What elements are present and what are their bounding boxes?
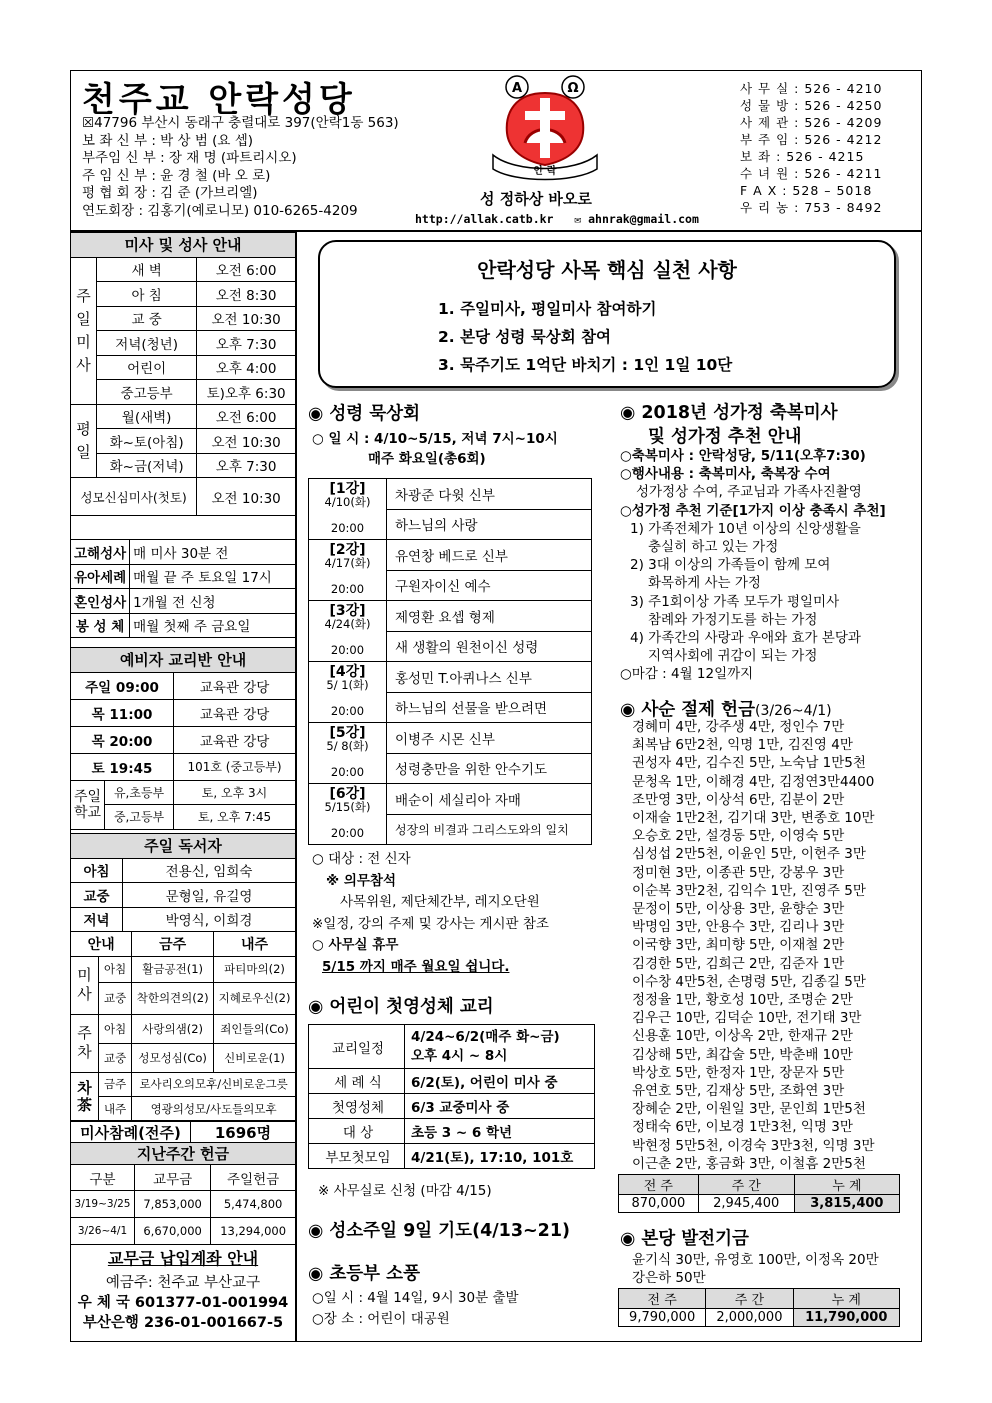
cell: 아침 (99, 956, 132, 983)
header-info (82, 115, 399, 220)
lent-donor-line: 이수창 4만5천, 손명령 5만, 김종길 5만 (632, 973, 866, 990)
phone: 성 물 방 : 526 - 4250 (740, 98, 883, 113)
lent-donor-line: 이근춘 2만, 홍금화 3만, 이철흠 2만5천 (632, 1155, 866, 1172)
family-line: ○성가정 추천 기준[1가지 이상 충족시 추천] (620, 502, 886, 519)
cell: 아침 (71, 858, 123, 883)
duty-tea-label: 차 茶 (71, 1072, 99, 1121)
cell: 4/24~6/2(매주 화~금) 오후 4시 ~ 8시 (405, 1025, 595, 1069)
svg-text:A: A (511, 81, 523, 96)
lecture-label: [3강] 4/24(화) 20:00 (309, 601, 387, 662)
cell: 중고등부 (97, 380, 197, 405)
cell: 오전 10:30 (197, 478, 296, 516)
lent-donor-line: 박상호 5만, 한정자 1만, 장문자 5만 (632, 1064, 845, 1081)
cell: 101호 (중고등부) (174, 753, 296, 780)
family-title2: 및 성가정 추천 안내 (648, 427, 802, 447)
cell: 교무금 (135, 1165, 211, 1191)
cell: 6/2(토), 어린이 미사 중 (405, 1069, 595, 1094)
note: 5/15 까지 매주 월요일 쉽니다. (322, 958, 510, 975)
mass-title: 미사 및 성사 안내 (71, 233, 296, 258)
cell: 전 주 (619, 1289, 706, 1309)
school-label: 주일 학교 (71, 780, 105, 829)
cell: 목 20:00 (71, 726, 174, 753)
parish-logo (485, 73, 605, 183)
lecture-topic: 새 생활의 원천이신 성령 (387, 631, 592, 662)
cell: 고해성사 (71, 540, 130, 565)
lent-donor-line: 박명임 3만, 안용수 3만, 김리나 3만 (632, 919, 845, 936)
cell: 내주 (214, 932, 296, 957)
lecture-speaker: 홍성민 T.아퀴나스 신부 (387, 662, 592, 693)
cell: 주일헌금 (211, 1165, 296, 1191)
lent-donor-line: 심성섭 2만5천, 이윤인 5만, 이헌주 3만 (632, 846, 866, 863)
cell: 교 중 (97, 306, 197, 331)
cell: 오후 7:30 (197, 331, 296, 356)
cell: 유아세례 (71, 564, 130, 589)
account-line: 예금주: 천주교 부산교구 (105, 1275, 261, 1291)
offering-table (70, 1142, 296, 1245)
phone: 사 제 관 : 526 - 4209 (740, 115, 883, 130)
cell: 중,고등부 (105, 805, 174, 830)
cell: 오후 4:00 (197, 355, 296, 380)
offering-title: 지난주간 헌금 (71, 1143, 296, 1165)
vocation-heading (308, 1217, 570, 1242)
svg-text:안 락: 안 락 (533, 166, 557, 177)
family-line: ○축복미사 : 안락성당, 5/11(오후7:30) (620, 448, 866, 464)
cell: 3/26~4/1 (71, 1218, 135, 1245)
note: 사목위원, 제단체간부, 레지오단원 (340, 894, 540, 910)
cell: 영광의성모/사도들의모후 (132, 1097, 296, 1122)
lent-donor-line: 이재술 1만2천, 김기대 3만, 변종호 10만 (632, 810, 875, 827)
lent-title: 사순 절제 헌금 (641, 700, 755, 720)
picnic-heading (308, 1260, 420, 1285)
cell: 오전 10:30 (197, 306, 296, 331)
patron-saint: 성 정하상 바오로 (480, 190, 592, 208)
cell: 교중 (71, 883, 123, 908)
duty-table (70, 931, 296, 1122)
staff-line: 주 임 신 부 : 윤 경 철 (바 오 로) (82, 167, 271, 184)
catechumen-table (70, 647, 296, 830)
phone: F A X : 528 – 5018 (740, 183, 873, 198)
cell: 3,815,400 (794, 1195, 899, 1213)
cell: 파티마의(2) (214, 956, 296, 983)
lent-donor-line: 오승호 2만, 설경동 5만, 이영숙 5만 (632, 828, 845, 845)
lecture-topic: 하느님의 선물을 받으려면 (387, 692, 592, 723)
family-line: ○마감 : 4월 12일까지 (620, 666, 754, 683)
cell: 저녁(청년) (97, 331, 197, 356)
readers-title: 주일 독서자 (71, 834, 296, 859)
cell: 박영식, 이희경 (123, 907, 296, 932)
lent-donor-line: 장혜순 2만, 이원일 3만, 문인희 1만5천 (632, 1101, 866, 1118)
note: ※일정, 강의 주제 및 강사는 게시판 참조 (312, 915, 549, 932)
phone: 보 좌 : 526 - 4215 (740, 149, 865, 164)
note: ※ 의무참석 (326, 872, 396, 889)
cell: 주일 09:00 (71, 672, 174, 699)
cell: 매월 끝 주 토요일 17시 (130, 564, 296, 589)
bullet-icon: ◉ (308, 997, 330, 1017)
core-item: 2. 본당 성령 묵상회 참여 (438, 328, 612, 346)
duty-mass-label: 미 사 (71, 956, 99, 1014)
cell: 13,294,000 (211, 1218, 296, 1245)
cell: 870,000 (619, 1195, 699, 1213)
lent-donor-line: 박현정 5만5천, 이경숙 3만3천, 익명 3만 (632, 1137, 875, 1154)
cell: 6,670,000 (135, 1218, 211, 1245)
cell: 주 간 (698, 1175, 794, 1195)
cell: 금주 (132, 932, 214, 957)
account-line: 우 체 국 601377-01-001994 (77, 1295, 289, 1311)
core-practice-box (318, 240, 896, 388)
lent-donor-line: 정정율 1만, 황호성 10만, 조명순 2만 (632, 992, 853, 1009)
cell: 봉 성 체 (71, 613, 130, 638)
cell: 4/21(토), 17:10, 101호 (405, 1144, 595, 1169)
mail-icon: ✉ (560, 212, 589, 226)
cell: 저녁 (71, 907, 123, 932)
family-line: 2) 3대 이상의 가족들이 함께 모여 (630, 557, 831, 574)
communion-title: 어린이 첫영성체 교리 (329, 997, 494, 1017)
lent-donor-line: 김상해 5만, 최갑술 5만, 박춘배 10만 (632, 1046, 853, 1063)
core-item: 1. 주일미사, 평일미사 참여하기 (438, 300, 657, 318)
communion-heading (308, 993, 494, 1018)
cell: 토, 오후 3시 (174, 780, 296, 805)
lent-donor-line: 유연호 5만, 김재상 5만, 조화연 3만 (632, 1083, 845, 1100)
cell: 성모성심(Co) (132, 1043, 214, 1072)
staff-line: 보 좌 신 부 : 박 상 범 (요 셉) (82, 132, 254, 149)
contact-line (415, 212, 699, 226)
cell: 새 벽 (97, 257, 197, 282)
attendance-label: 미사참례(전주) (71, 1121, 191, 1146)
lent-donor-line: 최복남 6만2천, 익명 1만, 김진영 4만 (632, 737, 853, 754)
phone: 수 녀 원 : 526 - 4211 (740, 166, 883, 181)
account-title: 교무금 납입계좌 안내 (107, 1249, 259, 1268)
cell: 월(새벽) (97, 404, 197, 429)
lent-donor-line: 문정이 5만, 이상용 3만, 윤향순 3만 (632, 901, 845, 918)
attendance-value: 1696명 (191, 1121, 296, 1146)
family-line: 1) 가족전체가 10년 이상의 신앙생활을 (630, 520, 861, 537)
staff-line: 연도회장 : 김홍기(예로니모) 010-6265-4209 (82, 202, 358, 219)
lent-donor-line: 조만영 3만, 이상석 6만, 김분이 2만 (632, 791, 845, 808)
account-line: 부산은행 236-01-001667-5 (82, 1315, 284, 1331)
family-line: ○행사내용 : 축복미사, 축복장 수여 (620, 466, 831, 483)
website-link[interactable]: http://allak.catb.kr (415, 212, 554, 226)
email-link[interactable]: ahnrak@gmail.com (588, 212, 699, 226)
note: ○ 사무실 휴무 (312, 937, 399, 953)
cell: 세 례 식 (309, 1069, 405, 1094)
lecture-topic: 하느님의 사랑 (387, 509, 592, 540)
retreat-title: 성령 묵상회 (329, 404, 420, 424)
cell: 2,945,400 (698, 1195, 794, 1213)
lent-donor-line: 김경한 5만, 김희근 2만, 김준자 1만 (632, 955, 845, 972)
fund-heading (620, 1225, 749, 1250)
cell: 목 11:00 (71, 699, 174, 726)
cell: 토 19:45 (71, 753, 174, 780)
lent-donor-line: 이순복 3만2천, 김익수 1만, 진영주 5만 (632, 882, 866, 899)
lecture-speaker: 유연창 베드로 신부 (387, 540, 592, 571)
lent-donor-line: 이국향 3만, 최미향 5만, 이재철 2만 (632, 937, 845, 954)
cell: 9,790,000 (619, 1309, 706, 1327)
cell: 로사리오의모후/신비로운그릇 (132, 1072, 296, 1097)
account-lines (70, 1273, 296, 1333)
cell: 6/3 교중미사 중 (405, 1094, 595, 1119)
cell: 성모신심미사(첫토) (71, 478, 197, 516)
bullet-icon: ◉ (308, 404, 330, 424)
cell: 대 상 (309, 1119, 405, 1144)
lent-period: (3/26~4/1) (755, 703, 832, 719)
cell: 사랑의샘(2) (132, 1014, 214, 1043)
family-line: 지역사회에 귀감이 되는 가정 (648, 648, 818, 665)
cell: 금주 (99, 1072, 132, 1097)
cell: 유,초등부 (105, 780, 174, 805)
cell: 5,474,800 (211, 1191, 296, 1218)
lecture-label: [2강] 4/17(화) 20:00 (309, 540, 387, 601)
mass-schedule-table (70, 232, 296, 516)
parish-title: 천주교 안락성당 (82, 80, 356, 120)
cell: 구분 (71, 1165, 135, 1191)
family-line: 4) 가족간의 사랑과 우애와 효가 본당과 (630, 630, 861, 647)
communion-table (308, 1024, 595, 1169)
lecture-label: [1강] 4/10(화) 20:00 (309, 479, 387, 540)
lecture-label: [5강] 5/ 8(화) 20:00 (309, 723, 387, 784)
cell: 어린이 (97, 355, 197, 380)
cell: 7,853,000 (135, 1191, 211, 1218)
cell: 착한의견의(2) (132, 983, 214, 1014)
cell: 초등 3 ~ 6 학년 (405, 1119, 595, 1144)
lent-donor-line: 정미현 3만, 이종관 5만, 강봉우 3만 (632, 864, 845, 881)
picnic-line: ○장 소 : 어린이 대공원 (312, 1311, 450, 1327)
vocation-title: 성소주일 9일 기도(4/13~21) (329, 1221, 571, 1241)
cell: 아침 (99, 1014, 132, 1043)
cell: 전용신, 임희숙 (123, 858, 296, 883)
phone: 사 무 실 : 526 - 4210 (740, 81, 883, 96)
cell: 교리일정 (309, 1025, 405, 1069)
phone: 부 주 임 : 526 - 4212 (740, 132, 883, 147)
cell: 첫영성체 (309, 1094, 405, 1119)
cell: 1개월 전 신청 (130, 589, 296, 614)
cell: 혼인성사 (71, 589, 130, 614)
bullet-icon: ◉ (308, 1264, 330, 1284)
fund-lines (632, 1251, 879, 1287)
cell: 화~토(아침) (97, 429, 197, 454)
cell: 교중 (99, 983, 132, 1014)
cell: 오전 8:30 (197, 282, 296, 307)
lecture-label: [4강] 5/ 1(화) 20:00 (309, 662, 387, 723)
family-heading (620, 399, 838, 424)
family-lines (620, 447, 886, 684)
readers-table (70, 833, 296, 932)
cell: 신비로운(1) (214, 1043, 296, 1072)
lent-donor-line: 신용훈 10만, 이상옥 2만, 한재규 2만 (632, 1028, 853, 1045)
cell: 죄인들의(Co) (214, 1014, 296, 1043)
fund-title: 본당 발전기금 (641, 1229, 749, 1249)
cell: 오전 6:00 (197, 404, 296, 429)
fund-line: 윤기식 30만, 유영호 100만, 이정옥 20만 (632, 1252, 879, 1268)
cell: 오전 6:00 (197, 257, 296, 282)
cell: 교육관 강당 (174, 672, 296, 699)
cell: 활금공전(1) (132, 956, 214, 983)
family-line: 화목하게 사는 가정 (648, 575, 761, 592)
lecture-topic: 성령충만을 위한 안수기도 (387, 753, 592, 784)
weekday-label: 평 일 (71, 404, 97, 478)
lecture-speaker: 제영환 요셉 형제 (387, 601, 592, 632)
lecture-speaker: 차광준 다윗 신부 (387, 479, 592, 510)
retreat-heading (308, 400, 420, 425)
picnic-title: 초등부 소풍 (329, 1264, 420, 1284)
cell: 3/19~3/25 (71, 1191, 135, 1218)
core-item: 3. 묵주기도 1억단 바치기 : 1인 1일 10단 (438, 356, 733, 374)
lecture-topic: 성장의 비결과 그리스도와의 일치 (387, 814, 592, 845)
lecture-label: [6강] 5/15(화) 20:00 (309, 784, 387, 845)
address: ☒47796 부산시 동래구 충렬대로 397(안락1동 563) (82, 115, 399, 131)
cell: 오전 10:30 (197, 429, 296, 454)
cell: 안내 (71, 932, 132, 957)
phone-list (740, 80, 882, 216)
cell: 매월 첫째 주 금요일 (130, 613, 296, 638)
lecture-table (308, 478, 592, 845)
bullet-icon: ◉ (308, 1221, 330, 1241)
cell: 화~금(저녁) (97, 453, 197, 478)
family-line: 참례와 가정기도를 하는 가정 (648, 611, 818, 628)
cate-title: 예비자 교리반 안내 (71, 648, 296, 673)
cell: 토, 오후 7:45 (174, 805, 296, 830)
note: ○ 대상 : 전 신자 (312, 851, 411, 867)
phone: 우 리 농 : 753 - 8492 (740, 200, 883, 215)
cell: 11,790,000 (793, 1309, 899, 1327)
family-line: 충실히 하고 있는 가정 (648, 539, 779, 556)
cell: 2,000,000 (706, 1309, 793, 1327)
cell: 교육관 강당 (174, 699, 296, 726)
core-title: 안락성당 사목 핵심 실천 사항 (477, 258, 737, 282)
lecture-speaker: 이병주 시몬 신부 (387, 723, 592, 754)
cell: 교중 (99, 1043, 132, 1072)
lecture-topic: 구원자이신 예수 (387, 570, 592, 601)
cell: 교육관 강당 (174, 726, 296, 753)
cell: 문형일, 유길영 (123, 883, 296, 908)
cell: 부모첫모임 (309, 1144, 405, 1169)
cell: 누 계 (793, 1289, 899, 1309)
lent-donor-line: 김우근 10만, 김덕순 10만, 전기태 3만 (632, 1010, 862, 1027)
sunday-label: 주 일 미 사 (71, 257, 97, 404)
communion-note: ※ 사무실로 신청 (마감 4/15) (318, 1183, 492, 1199)
duty-parking-label: 주 차 (71, 1014, 99, 1072)
lent-donor-line: 경혜미 4만, 강주생 4만, 정인수 7만 (632, 719, 845, 735)
cell: 매 미사 30분 전 (130, 540, 296, 565)
cell: 토)오후 6:30 (197, 380, 296, 405)
staff-line: 부주임 신 부 : 장 재 명 (파트리시오) (82, 150, 297, 166)
lent-names (632, 718, 875, 1173)
lecture-speaker: 배순이 세실리아 자매 (387, 784, 592, 815)
retreat-notes (312, 849, 549, 978)
cell: 전 주 (619, 1175, 699, 1195)
family-line: 3) 주1회이상 가족 모두가 평일미사 (630, 593, 840, 610)
cell: 오후 7:30 (197, 453, 296, 478)
bullet-icon: ◉ (620, 403, 642, 423)
cell: 내주 (99, 1097, 132, 1122)
fund-sum-table (618, 1288, 900, 1327)
staff-line: 평 협 회 장 : 김 준 (가브리엘) (82, 185, 258, 201)
picnic-lines (312, 1288, 519, 1330)
family-line: 성가정상 수여, 주교님과 가족사진촬영 (636, 484, 862, 501)
lent-donor-line: 권성자 4만, 김수진 5만, 노숙남 1만5천 (632, 755, 866, 772)
cell: 주 간 (706, 1289, 793, 1309)
cell: 누 계 (794, 1175, 899, 1195)
family-title: 2018년 성가정 축복미사 (641, 403, 838, 423)
sacrament-table (70, 539, 296, 638)
bullet-icon: ◉ (620, 1229, 642, 1249)
bullet-icon: ◉ (620, 700, 642, 720)
cell: 지혜로우신(2) (214, 983, 296, 1014)
cell: 아 침 (97, 282, 197, 307)
lent-donor-line: 정태숙 6만, 이보경 1만3천, 익명 3만 (632, 1119, 853, 1136)
retreat-date: ○ 일 시 : 4/10~5/15, 저녁 7시~10시 (312, 431, 558, 447)
lent-donor-line: 문청옥 1만, 이해경 4만, 김정연3만4400 (632, 773, 875, 790)
picnic-line: ○일 시 : 4월 14일, 9시 30분 출발 (312, 1290, 519, 1306)
core-list (438, 295, 894, 379)
lent-sum-table (618, 1174, 900, 1213)
fund-line: 강은하 50만 (632, 1270, 706, 1287)
account-box (70, 1244, 296, 1333)
svg-text:Ω: Ω (567, 81, 579, 96)
retreat-date2: 매주 화요일(총6회) (368, 451, 486, 467)
